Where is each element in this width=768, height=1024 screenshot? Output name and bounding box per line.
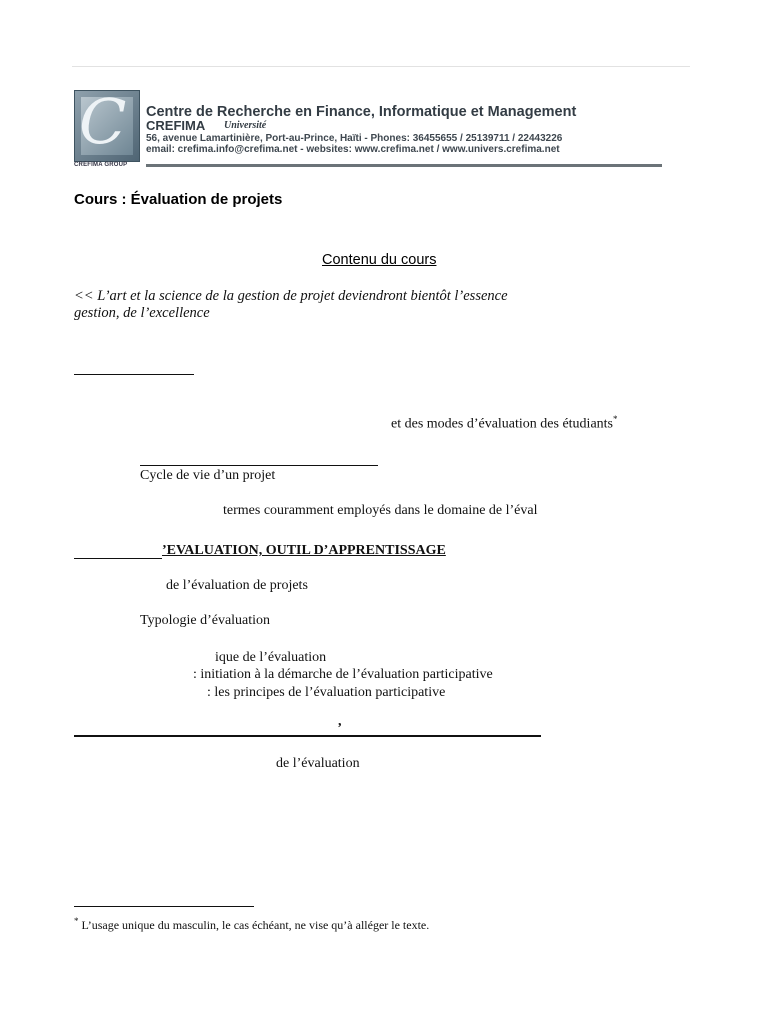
text-de-evaluation: de l’évaluation de projets [166,578,308,593]
letterhead-address: 56, avenue Lamartinière, Port-au-Prince, Haïti - Phones: 36455655 / 25139711 / 22443226 [146,133,563,144]
text-termes: termes couramment employés dans le domaine de l’éval [223,503,538,518]
footnote-rule [74,906,254,907]
letterhead-name-sub: Université [224,120,267,131]
text-de-leval: de l’évaluation [276,756,360,771]
heading-underline-lead [74,558,162,559]
section-underline-2 [140,465,378,466]
quote-line-1: << L’art et la science de la gestion de projet deviendront bientôt l’essence [74,288,508,304]
heading-evaluation-apprentissage: ’EVALUATION, OUTIL D’APPRENTISSAGE [162,543,446,558]
text-initiation: : initiation à la démarche de l’évaluation participative [193,667,493,682]
logo-letter: C [79,85,127,158]
letterhead-title: Centre de Recherche en Finance, Informatique et Management [146,104,577,120]
top-divider [72,66,690,67]
section-underline-3 [74,735,541,737]
text-cycle: Cycle de vie d’un projet [140,468,276,483]
text-principes: : les principes de l’évaluation participative [207,685,446,700]
footnote-ref: * [613,414,618,424]
footnote [74,916,429,933]
logo-caption: CREFIMA GROUP [74,162,128,168]
letterhead-rule [146,164,662,167]
text-modes-label: et des modes d’évaluation des étudiants [391,416,613,432]
text-typologie: Typologie d’évaluation [140,613,271,628]
quote-line-2: gestion, de l’excellence [74,305,210,321]
text-comma: , [338,714,342,729]
footnote-mark: * [74,916,79,926]
letterhead-name: CREFIMA [146,118,206,133]
text-modes [391,414,618,433]
contents-heading: Contenu du cours [322,252,437,268]
footnote-text: L’usage unique du masculin, le cas échéant, ne vise qu’à alléger le texte. [78,918,430,932]
course-title: Cours : Évaluation de projets [74,191,283,208]
letterhead-contact: email: crefima.info@crefima.net - websites: www.crefima.net / www.univers.crefima.net [146,144,560,155]
crefima-logo [74,85,140,162]
section-underline-1 [74,374,194,375]
text-ique: ique de l’évaluation [215,650,327,665]
